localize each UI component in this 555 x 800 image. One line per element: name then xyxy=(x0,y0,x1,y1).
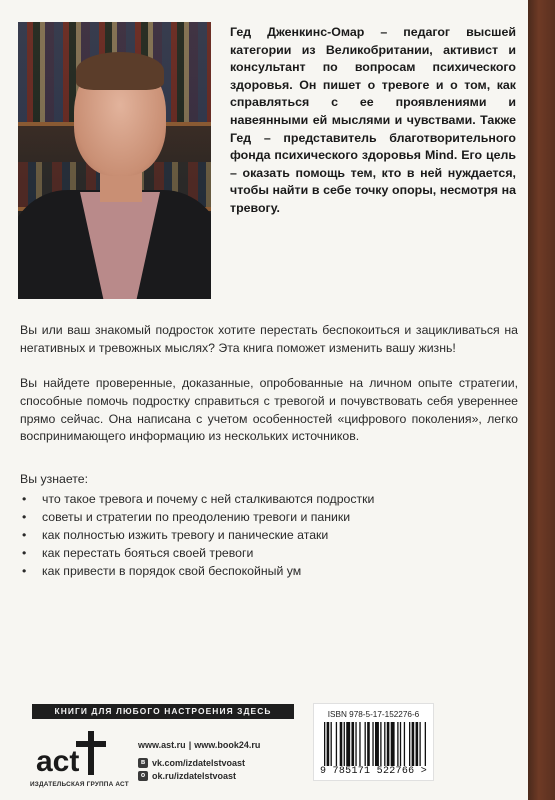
barcode-icon xyxy=(324,722,426,766)
author-photo xyxy=(18,22,211,299)
spine-edge xyxy=(528,0,555,800)
barcode-digits: 9 785171 522766 > xyxy=(319,766,428,777)
barcode-box xyxy=(313,703,434,781)
bullet-icon: • xyxy=(22,510,27,524)
site-link-ast[interactable]: www.ast.ru xyxy=(138,740,186,750)
intro-paragraph-1: Вы или ваш знакомый подросток хотите перестать беспокоиться и зацикливаться на негативных и тревожных мыслях? Эта книга поможет изменить вашу жизнь! xyxy=(20,323,518,355)
publisher-tagline: КНИГИ ДЛЯ ЛЮБОГО НАСТРОЕНИЯ ЗДЕСЬ xyxy=(32,704,294,719)
list-item: • что такое тревога и почему с ней сталкиваются подростки xyxy=(22,492,375,506)
bullet-icon: • xyxy=(22,492,27,506)
vk-icon: в xyxy=(138,758,148,768)
site-link-book24[interactable]: www.book24.ru xyxy=(194,740,261,750)
ast-logo xyxy=(34,727,120,779)
ok-icon: о xyxy=(138,771,148,781)
bullet-icon: • xyxy=(22,546,27,560)
learn-list xyxy=(20,490,500,580)
isbn-text: ISBN 978-5-17-152276-6 xyxy=(327,710,420,719)
intro-paragraph-2: Вы найдете проверенные, доказанные, опробованные на личном опыте стратегии, способные помочь подростку справиться с тревогой и почувствовать себя увереннее прямо сейчас. Она написана с учетом особенностей «цифрового поколения», легко воспринимающего информацию из нескольких источников. xyxy=(20,376,518,444)
ok-link[interactable]: ok.ru/izdatelstvoast xyxy=(152,771,237,781)
list-item: • как полностью изжить тревогу и панические атаки xyxy=(22,528,329,542)
logo-text: act xyxy=(36,745,80,778)
learn-title: Вы узнаете: xyxy=(20,472,89,486)
sites-separator: | xyxy=(188,740,192,750)
social-ok[interactable] xyxy=(138,771,236,781)
bullet-icon: • xyxy=(22,564,27,578)
bullet-icon: • xyxy=(22,528,27,542)
list-item: • советы и стратегии по преодолению тревоги и паники xyxy=(22,510,351,524)
publisher-caption: ИЗДАТЕЛЬСКАЯ ГРУППА АСТ xyxy=(30,781,129,788)
author-bio: Гед Дженкинс-Омар – педагог высшей категории из Великобритании, активист и консультант по вопросам психического здоровья. Он пишет о тревоге и о том, как справляться с ее проявлениями и навеянными ей мыслями и чувствами. Также Гед – представитель благотворительного фонда психического здоровья Mind. Его цель – оказать помощь тем, кто в ней нуждается, чтобы найти в себе точку опоры, несмотря на тревогу. xyxy=(230,25,516,215)
list-item: • как перестать бояться своей тревоги xyxy=(22,546,254,560)
list-item: • как привести в порядок свой беспокойный ум xyxy=(22,564,302,578)
publisher-sites xyxy=(138,740,260,750)
social-vk[interactable] xyxy=(138,758,245,768)
vk-link[interactable]: vk.com/izdatelstvoast xyxy=(152,758,246,768)
